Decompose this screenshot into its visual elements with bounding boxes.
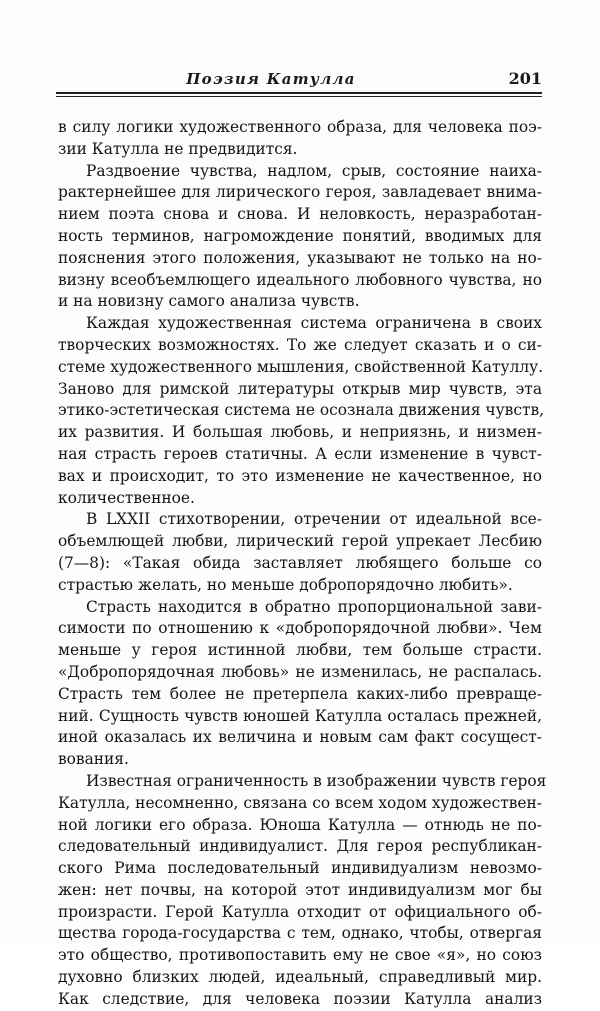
text-line: иной оказалась их величина и новым сам факт сосущест- (58, 728, 542, 747)
text-line: следовательный индивидуалист. Для героя республикан- (58, 837, 542, 856)
text-line: Как следствие, для человека поэзии Катулла анализ (58, 989, 542, 1008)
page-number: 201 (508, 69, 542, 88)
text-line: щества города-государства с тем, однако, чтобы, отвергая (58, 924, 542, 943)
text-line: произрасти. Герой Катулла отходит от официального об- (58, 902, 542, 921)
text-line: «Добропорядочная любовь» не изменилась, не распалась. (58, 662, 542, 681)
text-line: визну всеобъемлющего идеального любовного чувства, но (58, 270, 542, 289)
text-line: Катулла, несомненно, связана со всем ходом художествен- (58, 793, 542, 812)
text-line: ной логики его образа. Юноша Катулла — отнюдь не по- (58, 815, 542, 834)
text-line: Страсть тем более не претерпела каких-либо превращe- (58, 684, 542, 703)
page-header (56, 68, 542, 92)
text-line: количественное. (58, 488, 195, 507)
text-line: страстью желать, но меньше добропорядочно любить». (58, 575, 513, 594)
text-line: ского Рима последовательный индивидуализм невозмо- (58, 859, 542, 878)
text-line: Заново для римской литературы открыв мир чувств, эта (58, 379, 542, 398)
text-line: объемлющей любви, лирический герой упрекает Лесбию (58, 532, 542, 551)
header-rule-thick (56, 92, 542, 94)
text-line: Раздвоение чувства, надлом, срыв, состояние наиха- (86, 161, 542, 180)
text-line: симости по отношению к «добропорядочной любви». Чем (58, 619, 542, 638)
text-line: (7—8): «Такая обида заставляет любящего больше со (58, 553, 542, 572)
text-line: вования. (58, 750, 129, 769)
text-line: ная страсть героев статичны. А если изменение в чувст- (58, 444, 542, 463)
text-line: ность терминов, нагромождение понятий, вводимых для (58, 226, 542, 245)
text-line: меньше у героя истинной любви, тем больше страсти. (58, 641, 542, 660)
text-line: духовно близких людей, идеальный, справедливый мир. (58, 968, 542, 987)
running-head: Поэзия Катулла (186, 70, 356, 88)
text-line: и на новизну самого анализа чувств. (58, 292, 360, 311)
text-line: творческих возможностях. То же следует сказать и о си- (58, 335, 542, 354)
text-line: зии Катулла не предвидится. (58, 139, 298, 158)
header-rule-thin (56, 96, 542, 97)
text-line: в силу логики художественного образа, для человека поэ- (58, 118, 542, 136)
text-line: Каждая художественная система ограничена в своих (86, 314, 542, 333)
text-line: Страсть находится в обратно пропорциональной зави- (86, 597, 542, 616)
text-line: жен: нет почвы, на которой этот индивидуализм мог бы (58, 880, 542, 899)
text-line: В LXXII стихотворении, отречении от идеальной все- (86, 510, 542, 529)
text-line: этико-эстетическая система не осознала движения чувств, (58, 401, 545, 420)
text-line: их развития. И большая любовь, и неприязнь, и низмен- (58, 423, 542, 442)
text-line: Известная ограниченность в изображении чувств героя (86, 771, 547, 790)
text-line: стеме художественного мышления, свойственной Катуллу. (58, 357, 544, 376)
body-text (58, 117, 547, 1011)
text-line: рактернейшее для лирического героя, завладевает внима- (58, 183, 542, 202)
text-line: ний. Сущность чувств юношей Катулла осталась прежней, (58, 706, 542, 725)
text-line: нием поэта снова и снова. И неловкость, неразработан- (58, 205, 542, 224)
text-line: это общество, противопоставить ему не свое «я», но союз (58, 946, 542, 965)
text-line: вах и происходит, то это изменение не качественное, но (58, 466, 542, 485)
text-line: пояснения этого положения, указывают не только на но- (58, 248, 542, 267)
